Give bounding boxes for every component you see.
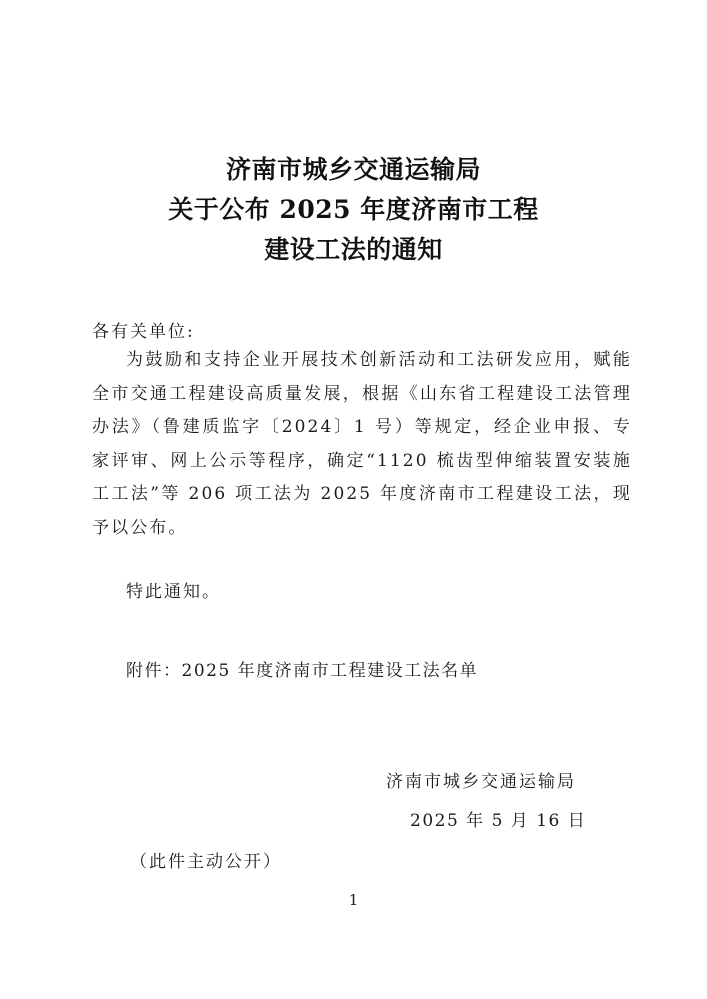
body-paragraph: 为鼓励和支持企业开展技术创新活动和工法研发应用，赋能全市交通工程建设高质量发展，根据《山东省工程建设工法管理办法》（鲁建质监字〔2024〕1 号）等规定，经企业申报、专家评审、网上公示等程序，确定“1120 梳齿型伸缩装置安装施工工法”等 206 项工法为 2025 年度济南市工程建设工法，现予以公布。 [92,350,632,538]
issue-date: 2025 年 5 月 16 日 [410,811,587,831]
closing-text: 特此通知。 [126,582,221,602]
title-line-2: 关于公布 2025 年度济南市工程 [168,195,539,224]
title-line-3: 建设工法的通知 [264,235,443,264]
document-title [0,150,707,270]
page-number: 1 [348,891,359,909]
salutation: 各有关单位: [92,322,195,342]
issuer-signature: 济南市城乡交通运输局 [386,772,576,792]
title-line-1: 济南市城乡交通运输局 [225,155,481,184]
attachment-line: 附件：2025 年度济南市工程建设工法名单 [126,661,479,681]
public-disclosure-note: （此件主动公开） [130,852,282,872]
